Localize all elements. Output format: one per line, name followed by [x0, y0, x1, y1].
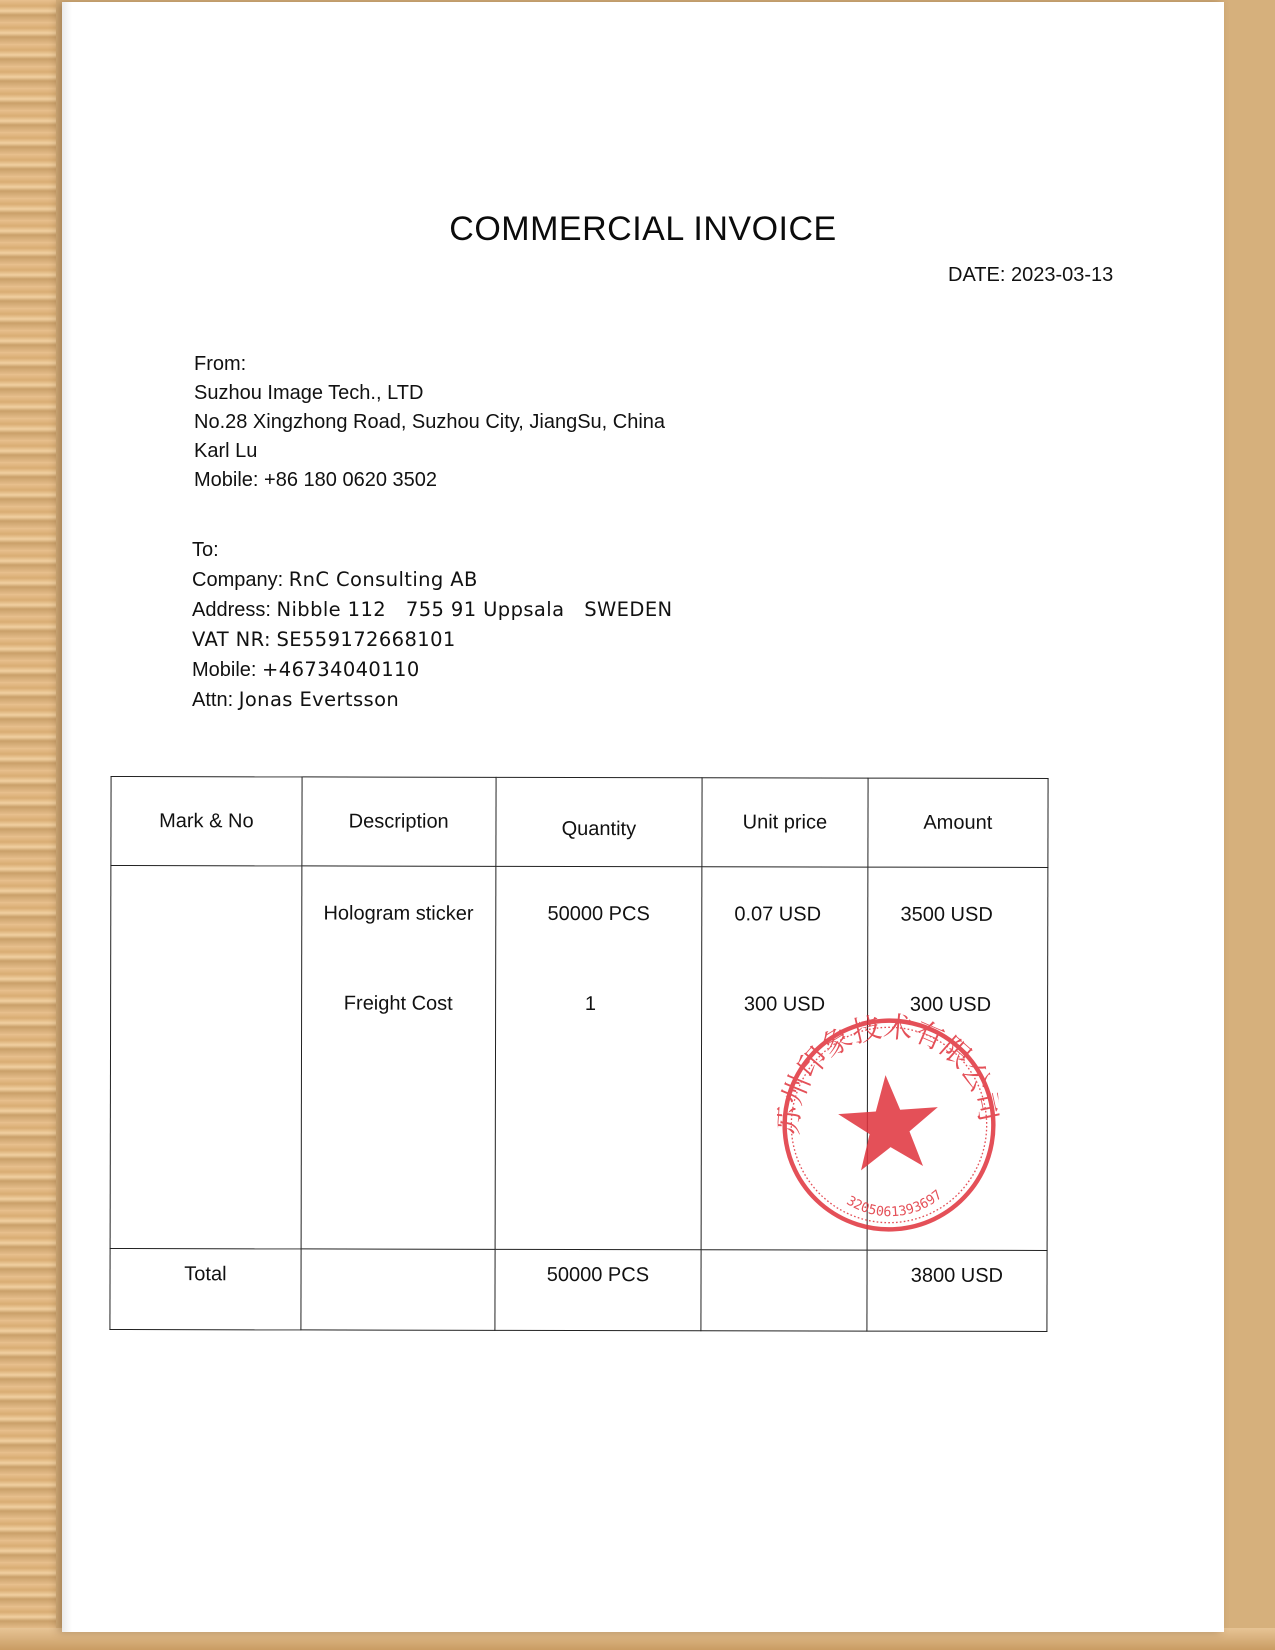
item-1-unit-price: 0.07 USD: [734, 903, 822, 926]
recipient-vat-label: VAT NR:: [192, 628, 271, 651]
item-1-description: Hologram sticker: [323, 902, 474, 925]
header-description: Description: [302, 777, 496, 866]
recipient-vat: [192, 625, 673, 655]
quantity-cell: [495, 866, 702, 1249]
recipient-mobile-label: Mobile:: [192, 659, 257, 681]
sender-company: Suzhou Image Tech., LTD: [194, 382, 424, 404]
recipient-mobile-value: +46734040110: [262, 658, 420, 681]
description-cell: [301, 866, 496, 1249]
seal-number: 3205061393697: [843, 1187, 946, 1221]
sender-mobile: [194, 466, 665, 495]
sender-contact: Karl Lu: [194, 440, 258, 462]
total-label: Total: [110, 1249, 301, 1330]
sender-block: [194, 350, 665, 495]
seal-company-name: 苏州印象技术有限公司: [770, 1009, 1008, 1137]
table-total-row: [110, 1249, 1047, 1332]
item-2-unit-price: 300 USD: [743, 993, 826, 1016]
sender-mobile-label: Mobile:: [194, 469, 259, 491]
recipient-attn-label: Attn:: [192, 689, 234, 711]
company-seal-stamp: [771, 1007, 1008, 1244]
date-value: 2023-03-13: [1010, 264, 1114, 286]
to-label: To:: [192, 539, 219, 561]
recipient-company-value: RnC Consulting AB: [288, 568, 478, 591]
item-1-amount: 3500 USD: [900, 903, 993, 926]
recipient-block: [192, 536, 673, 715]
recipient-company-label: Company:: [192, 569, 284, 591]
item-2-amount: 300 USD: [909, 993, 992, 1016]
from-label: From:: [194, 353, 247, 375]
item-2-quantity: 1: [584, 993, 597, 1016]
recipient-vat-value: SE559172668101: [276, 628, 456, 651]
item-1-quantity: 50000 PCS: [547, 902, 650, 926]
sender-mobile-value: +86 180 0620 3502: [264, 469, 437, 491]
recipient-company: [192, 565, 673, 595]
recipient-address-label: Address:: [192, 599, 271, 621]
recipient-attn: [192, 685, 673, 715]
date-label: DATE:: [948, 264, 1006, 286]
total-quantity: 50000 PCS: [495, 1249, 702, 1330]
total-description-cell: [301, 1249, 495, 1330]
recipient-attn-value: Jonas Evertsson: [238, 688, 400, 711]
total-amount: 3800 USD: [867, 1250, 1047, 1331]
sender-address: No.28 Xingzhong Road, Suzhou City, JiangSu, China: [194, 411, 666, 433]
total-unit-price-cell: [701, 1250, 867, 1331]
table-header-row: [111, 777, 1048, 868]
item-2-description: Freight Cost: [343, 992, 453, 1015]
wooden-surface-left: [0, 0, 56, 1650]
seal-star: [836, 1072, 942, 1172]
header-quantity: Quantity: [496, 777, 703, 866]
invoice-title: COMMERCIAL INVOICE: [449, 210, 837, 248]
header-amount: Amount: [868, 778, 1048, 867]
header-mark-no: Mark & No: [111, 777, 302, 866]
header-unit-price: Unit price: [702, 778, 868, 867]
mark-no-cell: [110, 866, 302, 1249]
invoice-date: [948, 264, 1113, 287]
recipient-address-value: Nibble 112 755 91 Uppsala SWEDEN: [276, 598, 673, 621]
recipient-mobile: [192, 655, 673, 685]
recipient-address: [192, 595, 673, 625]
